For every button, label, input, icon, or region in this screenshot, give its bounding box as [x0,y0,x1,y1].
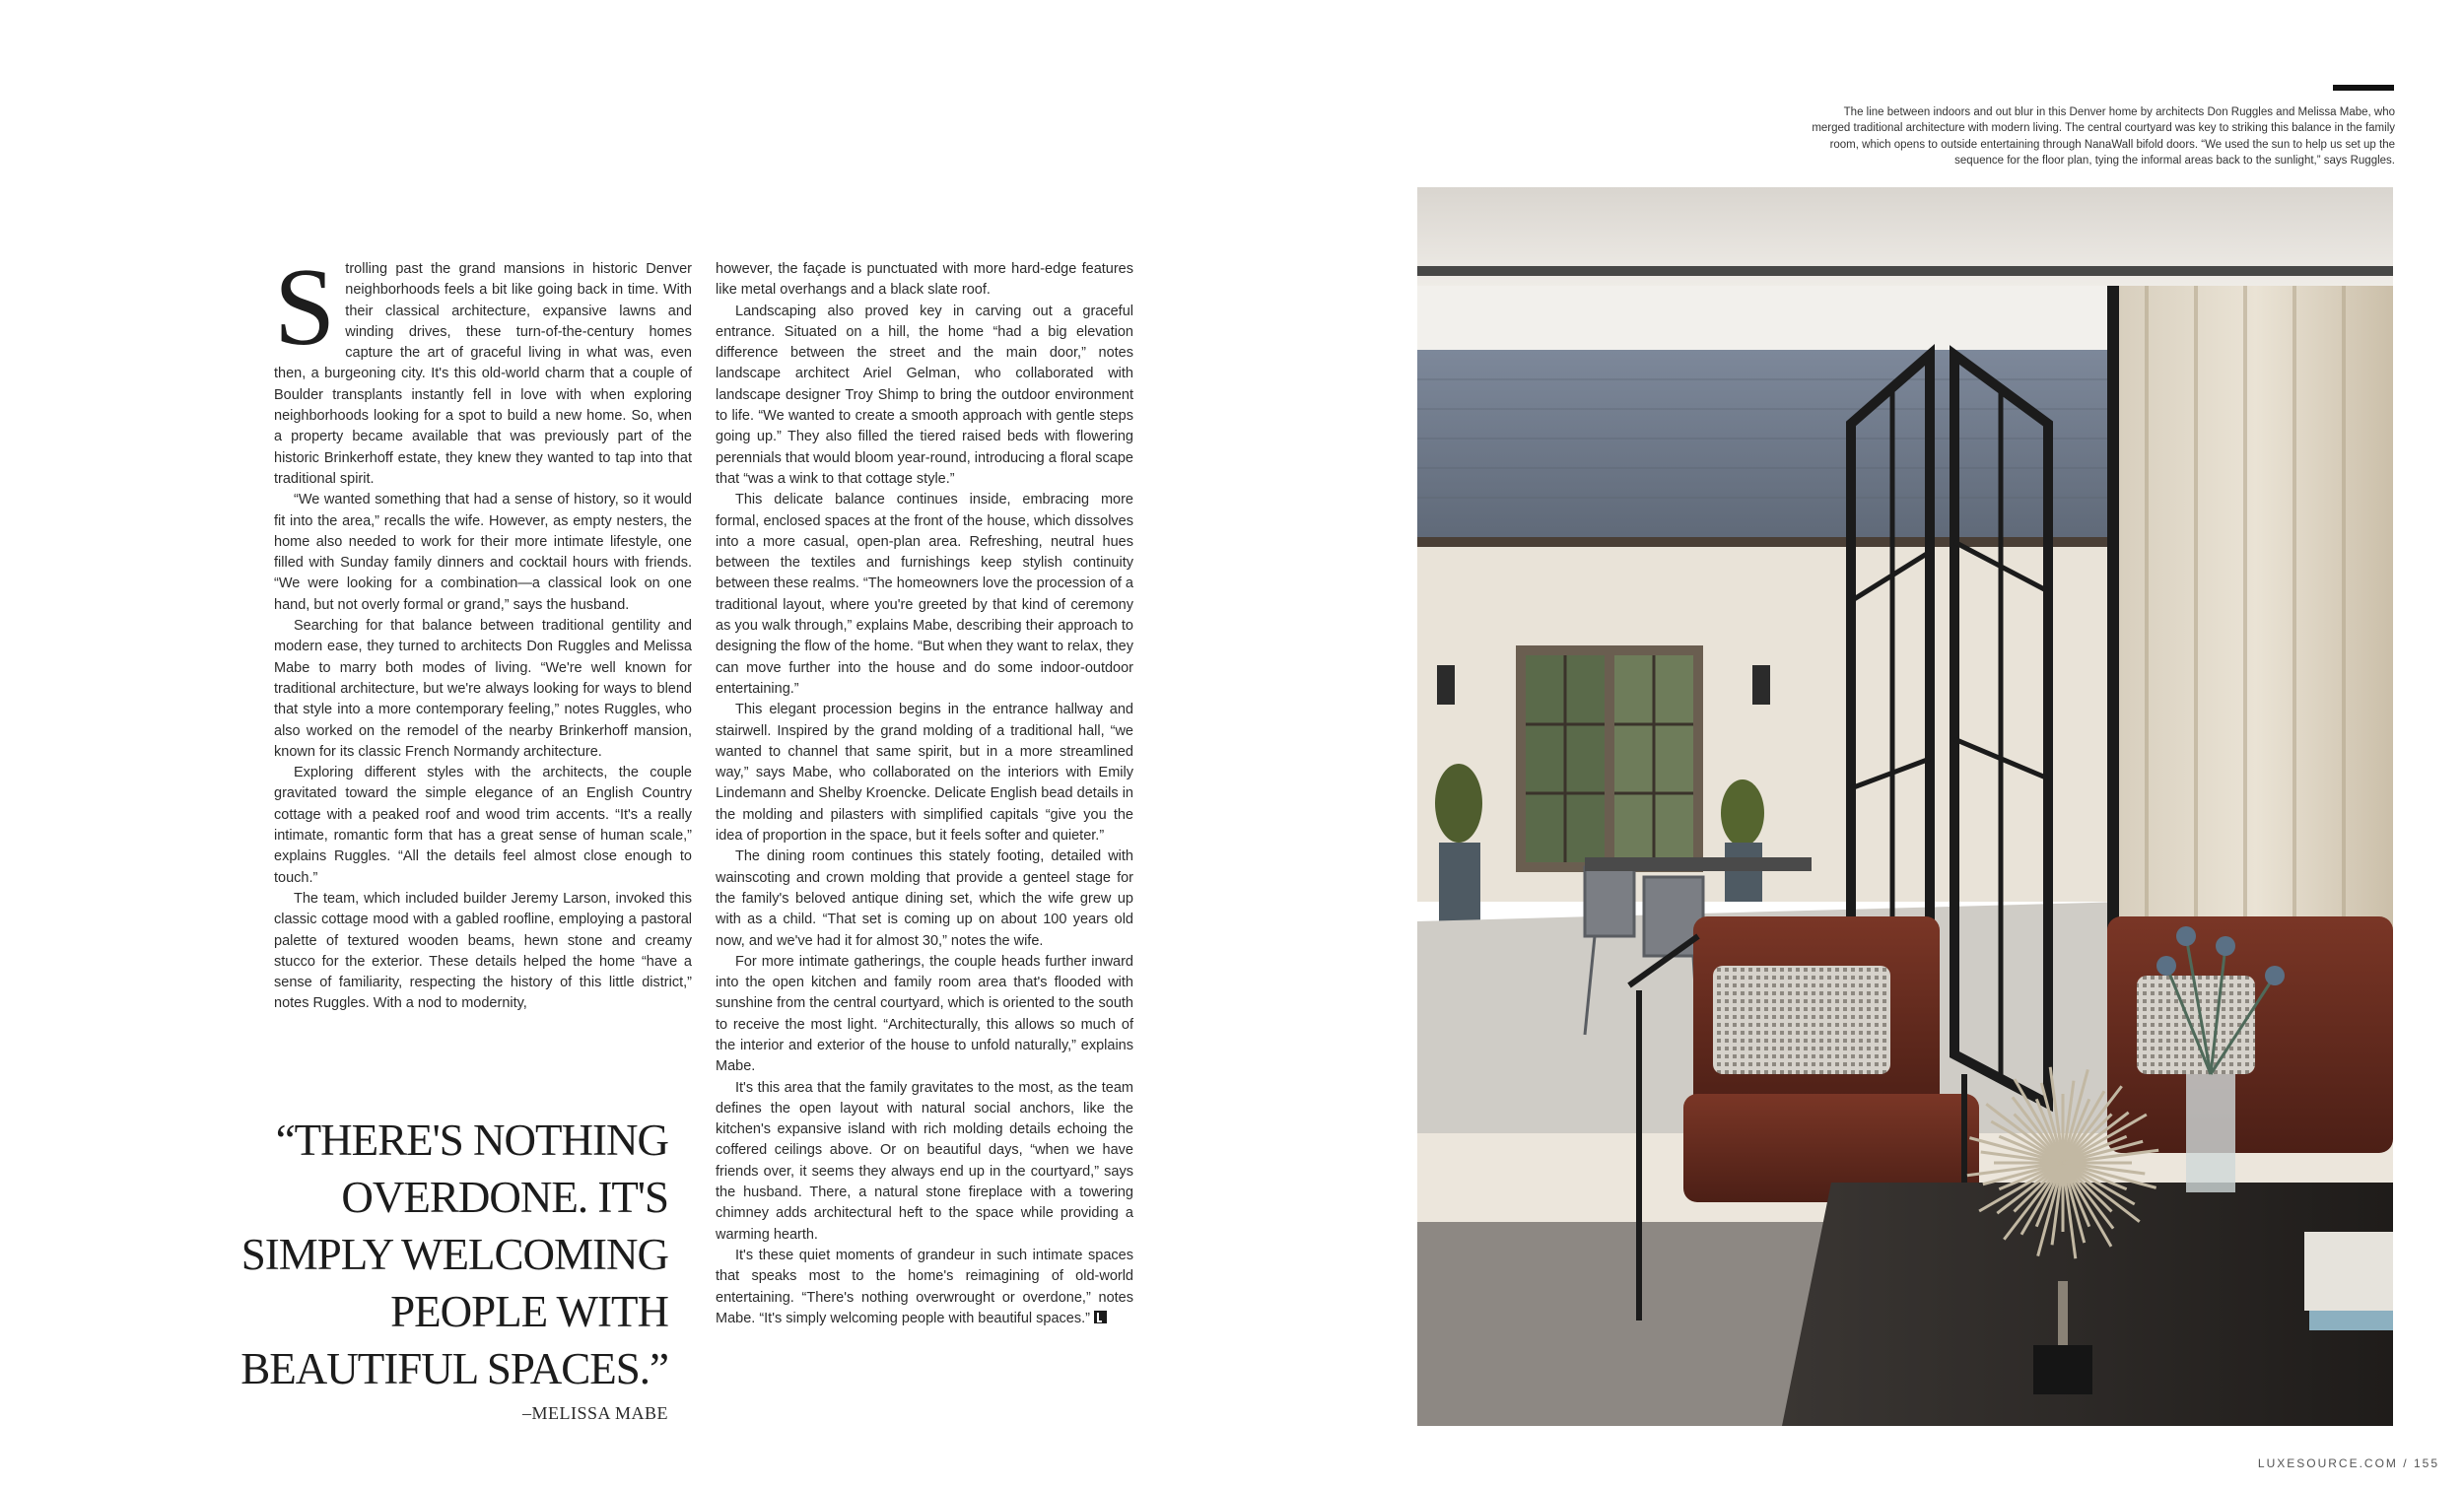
pull-quote [227,1112,668,1397]
paragraph-1 [274,246,692,490]
article-column-2 [716,259,1133,1329]
caption-rule [2333,85,2394,91]
paragraph: This delicate balance continues inside, embracing more formal, enclosed spaces at the front of the house, which dissolves into a more casual, open-plan area. Refreshing, neutral hues between the textiles and furnishings keep stylish continuity between these realms. “The homeowners love the procession of a traditional layout, where you're greeted by that kind of ceremony as you walk through,” explains Mabe, describing their approach to designing the flow of the home. “But when they want to relax, they can move further into the house and do some indoor-outdoor entertaining.” [716,492,1133,697]
paragraph: For more intimate gatherings, the couple heads further inward into the open kitchen and family room area that's flooded with sunshine from the central courtyard, which is oriented to the south to receive the most light. “Architecturally, this allows so much of the interior and exterior of the house to unfold naturally,” explains Mabe. [716,953,1133,1075]
photo-caption: The line between indoors and out blur in this Denver home by architects Don Ruggles and Melissa Mabe, who merged traditional architecture with modern living. The central courtyard was key to striking this balance in the family room, which opens to outside entertaining through NanaWall bifold doors. “We used the sun to help us set up the sequence for the floor plan, tying the informal areas back to the sunlight,” says Ruggles. [1812,106,2395,167]
page-number: 155 [2413,1456,2439,1470]
paragraph: Exploring different styles with the architects, the couple gravitated toward the simple elegance of an English Country cottage with a peaked roof and wood trim accents. “It's a really intimate, romantic form that has a great sense of human scale,” explains Ruggles. “All the details feel almost close enough to touch.” [274,765,692,886]
drop-cap: S [274,246,336,369]
paragraph: The dining room continues this stately footing, detailed with wainscoting and crown molding that provide a genteel stage for the family's beloved antique dining set, which the wife grew up with as a child. “That set is coming up on about 100 years old now, and we've had it for almost 30,” notes the wife. [716,848,1133,949]
paragraph: It's this area that the family gravitates to the most, as the team defines the open layout with natural social anchors, like the kitchen's expansive island with rich molding details echoing the coffered ceilings above. Or on beautiful days, “when we have friends over, it seems they always end up in the courtyard,” says the husband. There, a natural stone fireplace with a towering chimney adds architectural heft to the space while providing a warming hearth. [716,1079,1133,1243]
family-room-photo [1417,187,2393,1426]
paragraph-last-text: It's these quiet moments of grandeur in such intimate spaces that speaks most to the home's reimagining of old-world entertaining. “There's nothing overwrought or overdone,” notes Mabe. “It's simply welcoming people with beautiful spaces.” [716,1247,1133,1326]
paragraph: The team, which included builder Jeremy Larson, invoked this classic cottage mood with a gabled roofline, employing a pastoral palette of textured wooden beams, hewn stone and creamy stucco for the exterior. These details helped the home “have a sense of familiarity, respecting the history of this little district,” notes Ruggles. With a nod to modernity, [274,890,692,1012]
article-column-1 [274,246,692,1015]
paragraph-1-text: trolling past the grand mansions in historic Denver neighborhoods feels a bit like going back in time. With their classical architecture, expansive lawns and winding drives, these turn-of-the-century homes capture the art of graceful living in what was, even then, a burgeoning city. It's this old-world charm that a couple of Boulder transplants instantly fell in love with when exploring neighborhoods looking for a spot to build a new home. So, when a property became available that was previously part of the historic Brinkerhoff estate, they knew they wanted to tap into that traditional spirit. [274,261,692,487]
paragraph: however, the façade is punctuated with more hard-edge features like metal overhangs and a black slate roof. [716,261,1133,299]
footer-site: LUXESOURCE.COM [2257,1456,2398,1470]
paragraph: This elegant procession begins in the entrance hallway and stairwell. Inspired by the grand molding of a traditional hall, “we wanted to channel that same spirit, but in a more streamlined way,” says Mabe, who collaborated on the interiors with Emily Lindemann and Shelby Kroencke. Delicate English bead details in the molding and pilasters with simplified capitals “give you the idea of proportion in the space, but it feels softer and quieter.” [716,702,1133,845]
paragraph: Searching for that balance between traditional gentility and modern ease, they turned to architects Don Ruggles and Melissa Mabe to marry both modes of living. “We're well known for traditional architecture, but we're always looking for ways to blend that style into a more contemporary feeling,” notes Ruggles, who also worked on the remodel of the nearby Brinkerhoff mansion, known for its classic French Normandy architecture. [274,618,692,760]
end-mark-icon [1094,1311,1107,1323]
paragraph: “We wanted something that had a sense of history, so it would fit into the area,” recalls the wife. However, as empty nesters, the home also needed to work for their more intimate lifestyle, one filled with Sunday family dinners and cocktail hours with friends. “We were looking for a combination—a classical look on one hand, but not overly formal or grand,” says the husband. [274,492,692,613]
paragraph: Landscaping also proved key in carving out a graceful entrance. Situated on a hill, the home “had a big elevation difference between the street and the main door,” notes landscape architect Ariel Gelman, who collaborated with landscape designer Troy Shimp to bring the outdoor environment to life. “We wanted to create a smooth approach with gentle steps going up.” They also filled the tiered raised beds with flowering perennials that would bloom year-round, introducing a floral scape that “was a wink to that cottage style.” [716,303,1133,487]
footer-separator: / [2403,1456,2409,1470]
page-footer [2218,1456,2439,1470]
right-page [1232,0,2464,1489]
photo-illustration [1417,187,2393,1426]
pull-quote-attribution: –MELISSA MABE [521,1403,668,1423]
paragraph-last [716,1246,1133,1329]
pull-quote-text: “THERE'S NOTHING OVERDONE. IT'S SIMPLY WELCOMING PEOPLE WITH BEAUTIFUL SPACES.” [240,1116,668,1393]
